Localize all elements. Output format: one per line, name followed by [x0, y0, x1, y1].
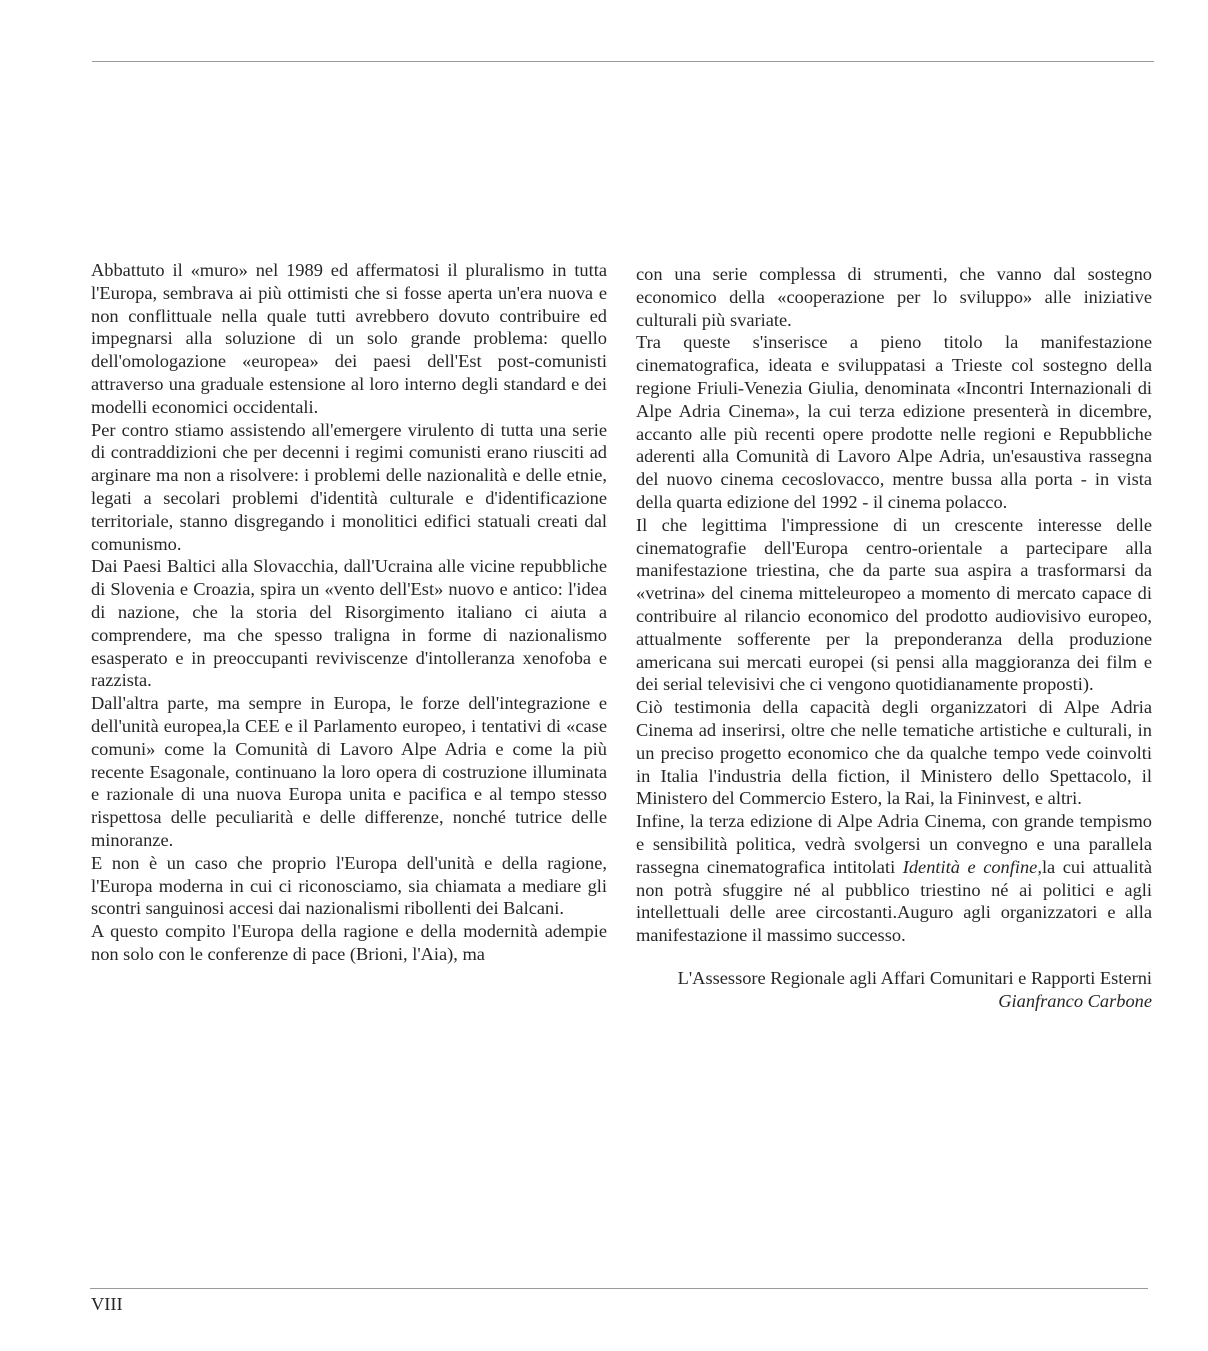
paragraph: Abbattuto il «muro» nel 1989 ed affermatosi il pluralismo in tutta l'Europa, sembrava ai più ottimisti che si fosse aperta un'era nuova e non conflittuale nella quale tutti avrebbero dovuto contribuire ed impegnarsi alla soluzione di un solo grande problema: quello dell'omologazione «europea» dei paesi dell'Est post-comunisti attraverso una graduale estensione al loro interno degli standard e dei modelli economici occidentali. — [91, 260, 607, 417]
left-column — [91, 259, 607, 966]
closing-paragraph — [636, 810, 1152, 947]
closing-text-start: Infine, la terza edizione di Alpe Adria Cinema, con grande tempismo e sensibilità politica, vedrà svolgersi un convegno e una parallela rassegna cinematografica intitolati — [636, 811, 1152, 877]
right-column — [636, 263, 1152, 1013]
paragraph: Tra queste s'inserisce a pieno titolo la manifestazione cinematografica, ideata e sviluppatasi a Trieste col sostegno della regione Friuli-Venezia Giulia, denominata «Incontri Internazionali di Alpe Adria Cinema», la cui terza edizione presenterà in dicembre, accanto alle più recenti opere prodotte nelle regioni e Repubbliche aderenti alla Comunità di Lavoro Alpe Adria, un'esaustiva rassegna del nuovo cinema cecoslovacco, mentre bussa alla porta - in vista della quarta edizione del 1992 - il cinema polacco. — [636, 332, 1152, 512]
event-title: Identità e confine, — [902, 856, 1042, 877]
paragraph: E non è un caso che proprio l'Europa dell'unità e della ragione, l'Europa moderna in cui ci riconosciamo, sia chiamata a mediare gli scontri sanguinosi accesi dai nazionalismi ribollenti dei Balcani. — [91, 852, 607, 919]
paragraph: Per contro stiamo assistendo all'emergere virulento di tutta una serie di contraddizioni che per decenni i regimi comunisti erano riusciti ad arginare ma non a risolvere: i problemi delle nazionalità e delle etnie, legati a secolari problemi d'identità culturale e d'identificazione territoriale, stanno disgregando i monolitici edifici statuali creati dal comunismo. — [91, 419, 607, 554]
paragraph: Il che legittima l'impressione di un crescente interesse delle cinematografie dell'Europa centro-orientale a partecipare alla manifestazione triestina, che da parte sua aspira a trasformarsi da «vetrina» del cinema mitteleuropeo a momento di mercato capace di contribuire al rilancio economico del prodotto audiovisivo europeo, attualmente sofferente per la preponderanza della produzione americana sui mercati europei (si pensi alla maggioranza dei film e dei serial televisivi che ci vengono quotidianamente proposti). — [636, 514, 1152, 695]
paragraph: con una serie complessa di strumenti, che vanno dal sostegno economico della «cooperazione per lo sviluppo» alle iniziative culturali più svariate. — [636, 264, 1152, 330]
bottom-rule — [90, 1288, 1148, 1289]
top-rule — [92, 61, 1154, 62]
signature-name: Gianfranco Carbone — [998, 990, 1152, 1011]
signature-block — [636, 967, 1152, 1013]
paragraph: A questo compito l'Europa della ragione e della modernità adempie non solo con le conferenze di pace (Brioni, l'Aia), ma — [91, 921, 607, 964]
page-number: VIII — [91, 1294, 123, 1314]
paragraph: Ciò testimonia della capacità degli organizzatori di Alpe Adria Cinema ad inserirsi, oltre che nelle tematiche artistiche e culturali, in un preciso progetto economico che da qualche tempo vede coinvolti in Italia l'industria della fiction, il Ministero dello Spettacolo, il Ministero del Commercio Estero, la Rai, la Fininvest, e altri. — [636, 697, 1152, 809]
signature-role: L'Assessore Regionale agli Affari Comunitari e Rapporti Esterni — [677, 967, 1152, 988]
closing-text-end: la cui attualità non potrà sfuggire né al pubblico triestino né ai politici e agli intellettuali delle aree circostanti.Auguro agli organizzatori e alla manifestazione il massimo successo. — [636, 856, 1153, 946]
paragraph: Dai Paesi Baltici alla Slovacchia, dall'Ucraina alle vicine repubbliche di Slovenia e Croazia, spira un «vento dell'Est» nuovo e antico: l'idea di nazione, che la storia del Risorgimento italiano ci aiuta a comprendere, ma che spesso traligna in forme di nazionalismo esasperato e in preoccupanti reviviscenze d'intolleranza xenofoba e razzista. — [91, 556, 607, 691]
paragraph: Dall'altra parte, ma sempre in Europa, le forze dell'integrazione e dell'unità europea,la CEE e il Parlamento europeo, i tentativi di «case comuni» come la Comunità di Lavoro Alpe Adria e come la più recente Esagonale, continuano la loro opera di costruzione illuminata e razionale di una nuova Europa unita e pacifica e al tempo stesso rispettosa delle peculiarità e delle differenze, nonché tutrice delle minoranze. — [91, 693, 607, 850]
